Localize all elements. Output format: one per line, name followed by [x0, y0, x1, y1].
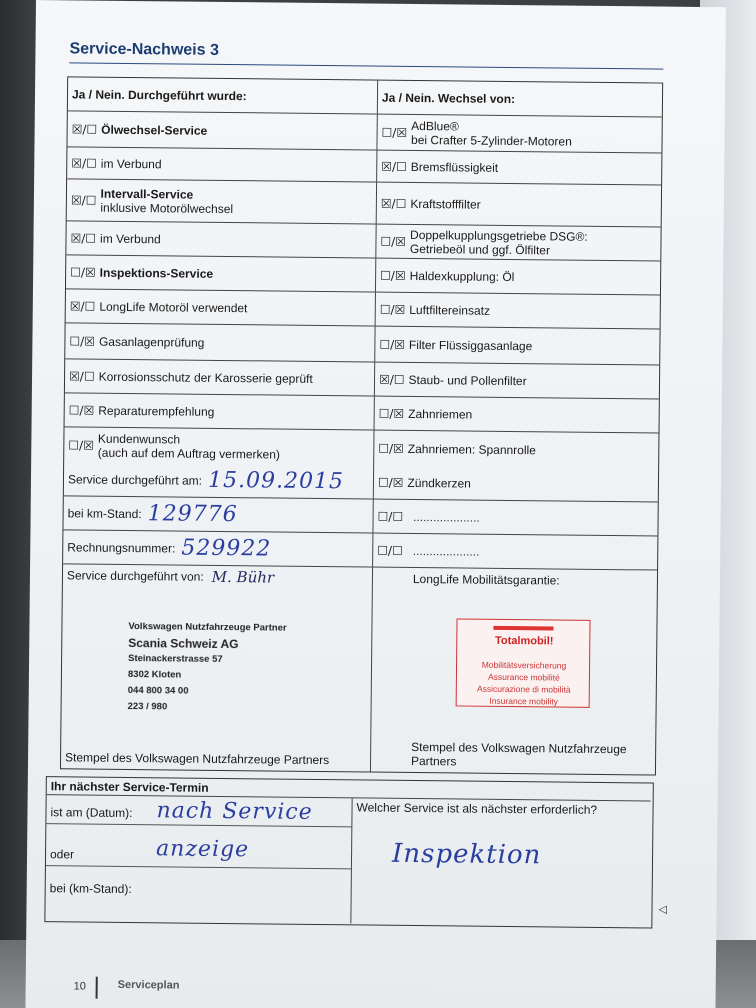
- next-service-answer[interactable]: Inspektion: [391, 838, 542, 871]
- zuendkerzen-label: Zündkerzen: [407, 475, 471, 491]
- checkbox-pair[interactable]: ☒/☐: [70, 192, 97, 208]
- next-service-question: Welcher Service ist als nächster erforderlich?: [356, 800, 598, 817]
- service-item-label: Inspektions-Service: [99, 265, 214, 281]
- service-table: [60, 76, 663, 775]
- footer-divider: [96, 977, 98, 999]
- checkbox-pair[interactable]: ☐/☒: [377, 475, 404, 490]
- invoice-label: Rechnungsnummer:: [67, 539, 176, 555]
- next-date-label: ist am (Datum):: [50, 805, 133, 821]
- checklist-row: [67, 179, 661, 227]
- triangle-icon: ◁: [658, 903, 668, 916]
- checkbox-pair[interactable]: ☒/☐: [71, 155, 97, 171]
- divider: [46, 865, 352, 869]
- checkbox-pair[interactable]: ☐/☒: [381, 125, 408, 140]
- next-service-header: Ihr nächster Service-Termin: [47, 777, 651, 801]
- replacement-item-label: Bremsflüssigkeit: [410, 159, 499, 175]
- next-km-label: bei (km-Stand):: [49, 881, 132, 897]
- or-label: oder: [49, 847, 75, 862]
- service-item-label: LongLife Motoröl verwendet: [99, 299, 248, 315]
- km-value[interactable]: 129776: [147, 500, 238, 527]
- service-date-label: Service durchgeführt am:: [67, 472, 203, 488]
- checklist-row: [64, 427, 658, 469]
- replacement-item-sublabel: bei Crafter 5-Zylinder-Motoren: [411, 132, 572, 149]
- checklist-row: [67, 111, 661, 153]
- checkbox-pair[interactable]: ☐/☐: [377, 543, 403, 558]
- stamp-line: Steinackerstrasse 57: [128, 653, 223, 665]
- replacement-item-label: Staub- und Pollenfilter: [408, 372, 527, 388]
- signature: M. Bühr: [211, 567, 275, 587]
- service-item-label: Gasanlagenprüfung: [98, 334, 205, 350]
- stamp-caption-right: Stempel des Volkswagen Nutzfahrzeuge Partners: [410, 739, 627, 769]
- checkbox-pair[interactable]: ☒/☐: [380, 196, 407, 211]
- booklet-page: [25, 0, 726, 1008]
- checkbox-pair[interactable]: ☐/☐: [377, 509, 404, 524]
- checkbox-pair[interactable]: ☒/☐: [378, 372, 405, 387]
- checkbox-pair[interactable]: ☒/☐: [381, 159, 407, 174]
- next-date-value[interactable]: nach Service: [156, 798, 313, 825]
- service-item-label: im Verbund: [99, 231, 161, 246]
- page-title: Service-Nachweis 3: [69, 40, 219, 59]
- km-label: bei km-Stand:: [67, 505, 142, 521]
- totalmobil-name: Totalmobil!: [494, 634, 554, 648]
- checkbox-pair[interactable]: ☒/☐: [71, 121, 98, 137]
- stamp-line: 223 / 980: [127, 700, 168, 713]
- service-item-sublabel: inklusive Motorölwechsel: [100, 200, 234, 216]
- sticker-line: Insurance mobility: [489, 695, 558, 707]
- service-item-label: Korrosionsschutz der Karosserie geprüft: [98, 369, 313, 386]
- invoice-value[interactable]: 529922: [181, 535, 272, 561]
- replacement-item-label: Haldexkupplung: Öl: [409, 268, 515, 284]
- header-replaced: Ja / Nein. Wechsel von:: [381, 90, 516, 106]
- checkbox-pair[interactable]: ☐/☒: [380, 268, 406, 283]
- checkbox-pair[interactable]: ☐/☒: [70, 264, 96, 280]
- performed-by-label: Service durchgeführt von:: [66, 568, 204, 584]
- stamp-line: 8302 Kloten: [127, 669, 182, 681]
- service-item-sublabel: (auch auf dem Auftrag vermerken): [97, 445, 280, 462]
- replacement-item-label: Kraftstofffilter: [410, 196, 481, 212]
- checkbox-pair[interactable]: ☐/☒: [380, 234, 407, 249]
- service-item-label: Ölwechsel-Service: [101, 122, 208, 138]
- checkbox-pair[interactable]: ☐/☒: [68, 402, 95, 418]
- stamp-caption-left: Stempel des Volkswagen Nutzfahrzeuge Partners: [64, 750, 330, 768]
- sticker-bar: [493, 626, 553, 631]
- blank-line[interactable]: ....................: [413, 509, 480, 525]
- checklist-row: [65, 323, 659, 365]
- title-rule: [69, 62, 663, 69]
- stamp-line: Volkswagen Nutzfahrzeuge Partner: [128, 621, 287, 634]
- next-service-box: [44, 776, 653, 928]
- replacement-item-label: Doppelkupplungsgetriebe DSG®:: [410, 227, 588, 244]
- service-item-label: Intervall-Service: [100, 186, 194, 202]
- service-item-label: Kundenwunsch: [97, 431, 181, 447]
- totalmobil-sticker: [456, 618, 591, 707]
- footer-section: Serviceplan: [117, 978, 180, 992]
- sticker-line: Assurance mobilité: [487, 671, 560, 683]
- sticker-line: Mobilitätsversicherung: [481, 659, 567, 671]
- blank-line[interactable]: ....................: [412, 543, 480, 559]
- checkbox-pair[interactable]: ☒/☐: [69, 298, 96, 314]
- replacement-item-label: Filter Flüssiggasanlage: [408, 337, 533, 353]
- mobility-label: LongLife Mobilitätsgarantie:: [412, 571, 560, 588]
- service-item-label: im Verbund: [100, 156, 162, 171]
- replacement-item-sublabel: Getriebeöl und ggf. Ölfilter: [409, 241, 551, 257]
- replacement-item-label: Zahnriemen: Spannrolle: [407, 441, 536, 458]
- stamp-line: Scania Schweiz AG: [128, 636, 239, 652]
- checkbox-pair[interactable]: ☐/☒: [379, 302, 406, 317]
- replacement-item-label: AdBlue®: [411, 118, 459, 133]
- checkbox-pair[interactable]: ☒/☐: [68, 368, 95, 384]
- replacement-item-label: Zahnriemen: [408, 406, 473, 422]
- checkbox-pair[interactable]: ☐/☒: [378, 406, 405, 421]
- checkbox-pair[interactable]: ☐/☒: [68, 438, 94, 453]
- checkbox-pair[interactable]: ☐/☒: [69, 333, 96, 349]
- stamp-row: [61, 564, 657, 774]
- or-value[interactable]: anzeige: [155, 836, 250, 863]
- replacement-item-label: Luftfiltereinsatz: [409, 302, 491, 318]
- stamp-line: 044 800 34 00: [127, 684, 189, 697]
- dealer-stamp: [128, 619, 287, 717]
- checkbox-pair[interactable]: ☒/☐: [70, 230, 97, 246]
- header-performed: Ja / Nein. Durchgeführt wurde:: [68, 77, 378, 113]
- sticker-line: Assicurazione di mobilità: [476, 683, 571, 695]
- checkbox-pair[interactable]: ☐/☒: [379, 337, 406, 352]
- service-item-label: Reparaturempfehlung: [98, 403, 215, 419]
- checkbox-pair[interactable]: ☐/☒: [378, 441, 404, 456]
- service-date-value[interactable]: 15.09.2015: [207, 467, 345, 495]
- page-number: 10: [73, 980, 86, 993]
